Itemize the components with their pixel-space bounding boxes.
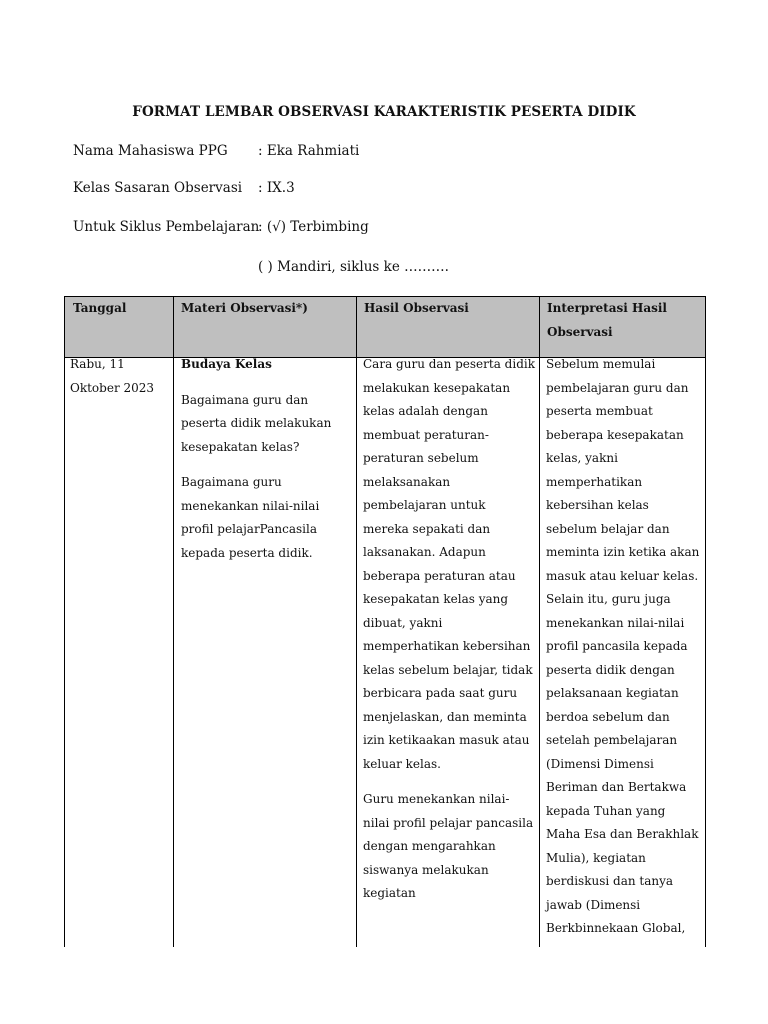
column-divider [539, 297, 540, 947]
header-hasil-observasi: Hasil Observasi [364, 301, 469, 315]
hasil-paragraph-2: Guru menekankan nilai-nilai profil pelajar pancasila dengan mengarahkan siswanya melakukan kegiatan [363, 792, 534, 900]
cell-hasil-observasi [363, 353, 535, 918]
field-label-siklus: Untuk Siklus Pembelajaran [73, 219, 260, 235]
materi-question-2: Bagaimana guru menekankan nilai-nilai profil pelajarPancasila kepada peserta didik. [181, 475, 320, 560]
field-value-mandiri: ( ) Mandiri, siklus ke ………. [258, 259, 449, 275]
observation-table [64, 296, 706, 947]
header-interpretasi-hasil-observasi: Interpretasi Hasil Observasi [547, 301, 667, 339]
materi-question-1: Bagaimana guru dan peserta didik melakukan kesepakatan kelas? [181, 392, 332, 454]
cell-tanggal: Rabu, 11 Oktober 2023 [70, 357, 155, 395]
cell-materi-observasi [181, 353, 349, 577]
field-value-nama: : Eka Rahmiati [258, 143, 360, 159]
materi-title: Budaya Kelas [181, 357, 272, 371]
column-divider [173, 297, 174, 947]
field-value-kelas: : IX.3 [258, 180, 295, 196]
document-title: FORMAT LEMBAR OBSERVASI KARAKTERISTIK PESERTA DIDIK [132, 104, 636, 120]
hasil-paragraph-1: Cara guru dan peserta didik melakukan kesepakatan kelas adalah dengan membuat peraturan-peraturan sebelum melaksanakan pembelajaran untuk mereka sepakati dan laksanakan. Adapun beberapa peraturan atau kesepakatan kelas yang dibuat, yakni memperhatikan kebersihan kelas sebelum belajar, tidak berbicara pada saat guru menjelaskan, dan meminta izin ketikaakan masuk atau keluar kelas. [363, 357, 535, 771]
field-label-nama: Nama Mahasiswa PPG [73, 143, 228, 159]
cell-interpretasi: Sebelum memulai pembelajaran guru dan peserta membuat beberapa kesepakatan kelas, yakni memperhatikan kebersihan kelas sebelum belajar dan meminta izin ketika akan masuk atau keluar kelas. Selain itu, guru juga menekankan nilai-nilai profil pancasila kepada peserta didik dengan pelaksanaan kegiatan berdoa sebelum dan setelah pembelajaran (Dimensi Dimensi Beriman dan Bertakwa kepada Tuhan yang Maha Esa dan Berakhlak Mulia), kegiatan berdiskusi dan tanya jawab (Dimensi Berkbinnekaan Global, [546, 357, 700, 935]
column-divider [356, 297, 357, 947]
field-value-siklus: : (√) Terbimbing [258, 219, 369, 235]
field-label-kelas: Kelas Sasaran Observasi [73, 180, 243, 196]
header-tanggal: Tanggal [73, 301, 127, 315]
header-materi-observasi: Materi Observasi*) [181, 301, 308, 315]
